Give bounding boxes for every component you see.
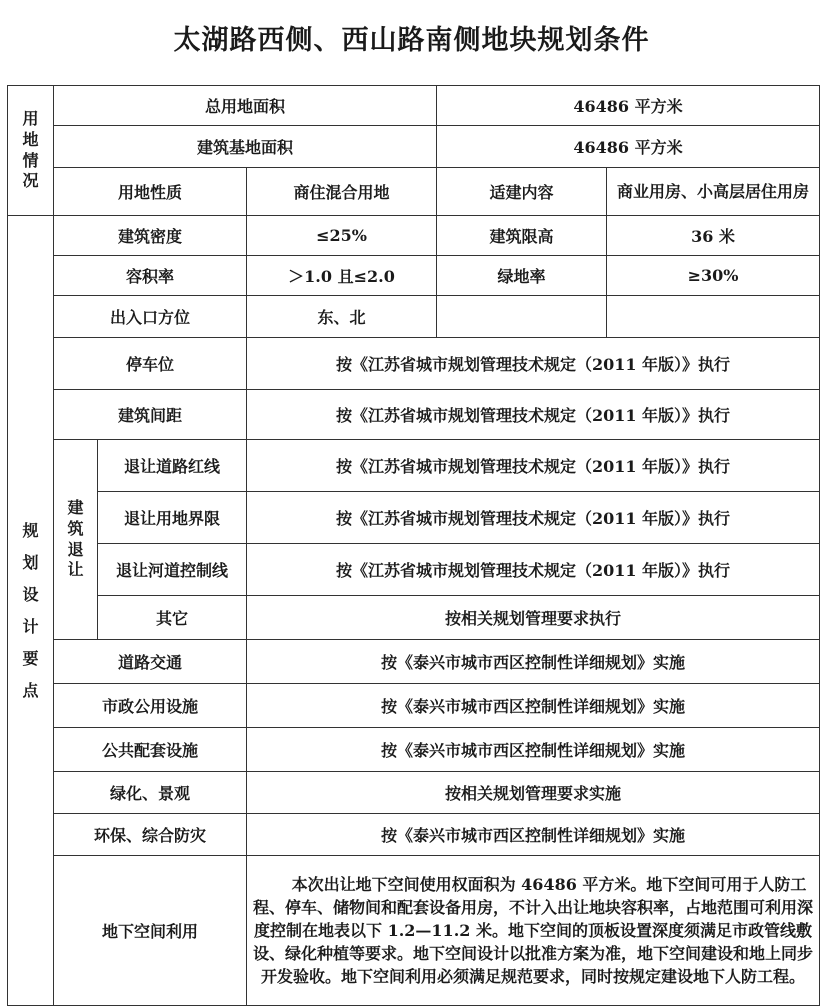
density-label: 建筑密度 [54, 216, 247, 256]
entrance-label: 出入口方位 [54, 296, 247, 338]
building-content-label: 适建内容 [437, 168, 607, 216]
parking-label: 停车位 [54, 338, 247, 390]
empty-cell [607, 296, 820, 338]
planning-conditions-table [7, 85, 820, 1006]
setback-road-value: 按《江苏省城市规划管理技术规定（2011 年版）》执行 [247, 440, 820, 492]
table-row [8, 544, 820, 596]
green-rate-value: ≥30% [607, 256, 820, 296]
table-row [8, 390, 820, 440]
public-facilities-value: 按《泰兴市城市西区控制性详细规划》实施 [247, 728, 820, 772]
density-value: ≤25% [247, 216, 437, 256]
land-section-label: 用地情况 [8, 86, 54, 216]
table-row [8, 856, 820, 1006]
table-row [8, 596, 820, 640]
parking-value: 按《江苏省城市规划管理技术规定（2011 年版）》执行 [247, 338, 820, 390]
empty-cell [437, 296, 607, 338]
setback-river-value: 按《江苏省城市规划管理技术规定（2011 年版）》执行 [247, 544, 820, 596]
table-row [8, 126, 820, 168]
table-row [8, 440, 820, 492]
table-row [8, 338, 820, 390]
land-nature-value: 商住混合用地 [247, 168, 437, 216]
setback-boundary-label: 退让用地界限 [98, 492, 247, 544]
env-label: 环保、综合防灾 [54, 814, 247, 856]
height-limit-value: 36 米 [607, 216, 820, 256]
traffic-label: 道路交通 [54, 640, 247, 684]
env-value: 按《泰兴市城市西区控制性详细规划》实施 [247, 814, 820, 856]
setback-river-label: 退让河道控制线 [98, 544, 247, 596]
underground-label: 地下空间利用 [54, 856, 247, 1006]
setback-boundary-value: 按《江苏省城市规划管理技术规定（2011 年版）》执行 [247, 492, 820, 544]
landscape-label: 绿化、景观 [54, 772, 247, 814]
traffic-value: 按《泰兴市城市西区控制性详细规划》实施 [247, 640, 820, 684]
far-value: ＞1.0 且≤2.0 [247, 256, 437, 296]
table-row [8, 684, 820, 728]
entrance-value: 东、北 [247, 296, 437, 338]
table-row [8, 772, 820, 814]
setback-group-label: 建筑退让 [54, 440, 98, 640]
landscape-value: 按相关规划管理要求实施 [247, 772, 820, 814]
spacing-value: 按《江苏省城市规划管理技术规定（2011 年版）》执行 [247, 390, 820, 440]
table-row [8, 814, 820, 856]
public-facilities-label: 公共配套设施 [54, 728, 247, 772]
table-row [8, 168, 820, 216]
table-row [8, 86, 820, 126]
far-label: 容积率 [54, 256, 247, 296]
municipal-value: 按《泰兴市城市西区控制性详细规划》实施 [247, 684, 820, 728]
table-row [8, 492, 820, 544]
setback-road-label: 退让道路红线 [98, 440, 247, 492]
planning-section-label: 规划设计要点 [8, 216, 54, 1006]
table-row [8, 256, 820, 296]
land-nature-label: 用地性质 [54, 168, 247, 216]
table-row [8, 296, 820, 338]
other-label: 其它 [98, 596, 247, 640]
table-row [8, 640, 820, 684]
building-content-value: 商业用房、小高层居住用房 [607, 168, 820, 216]
base-area-value: 46486 平方米 [437, 126, 820, 168]
green-rate-label: 绿地率 [437, 256, 607, 296]
spacing-label: 建筑间距 [54, 390, 247, 440]
height-limit-label: 建筑限高 [437, 216, 607, 256]
table-row [8, 216, 820, 256]
table-row [8, 728, 820, 772]
other-value: 按相关规划管理要求执行 [247, 596, 820, 640]
total-area-label: 总用地面积 [54, 86, 437, 126]
base-area-label: 建筑基地面积 [54, 126, 437, 168]
underground-value: 本次出让地下空间使用权面积为 46486 平方米。地下空间可用于人防工程、停车、储物间和配套设备用房，不计入出让地块容积率，占地范围可利用深度控制在地表以下 1.2—11.2 米。地下空间的顶板设置深度须满足市政管线敷设、绿化种植等要求。地下空间设计以批准方案为准，地下空间建设和地上同步开发验收。地下空间利用必须满足规范要求，同时按规定建设地下人防工程。 [247, 856, 820, 1006]
municipal-label: 市政公用设施 [54, 684, 247, 728]
total-area-value: 46486 平方米 [437, 86, 820, 126]
document-title: 太湖路西侧、西山路南侧地块规划条件 [173, 25, 650, 56]
